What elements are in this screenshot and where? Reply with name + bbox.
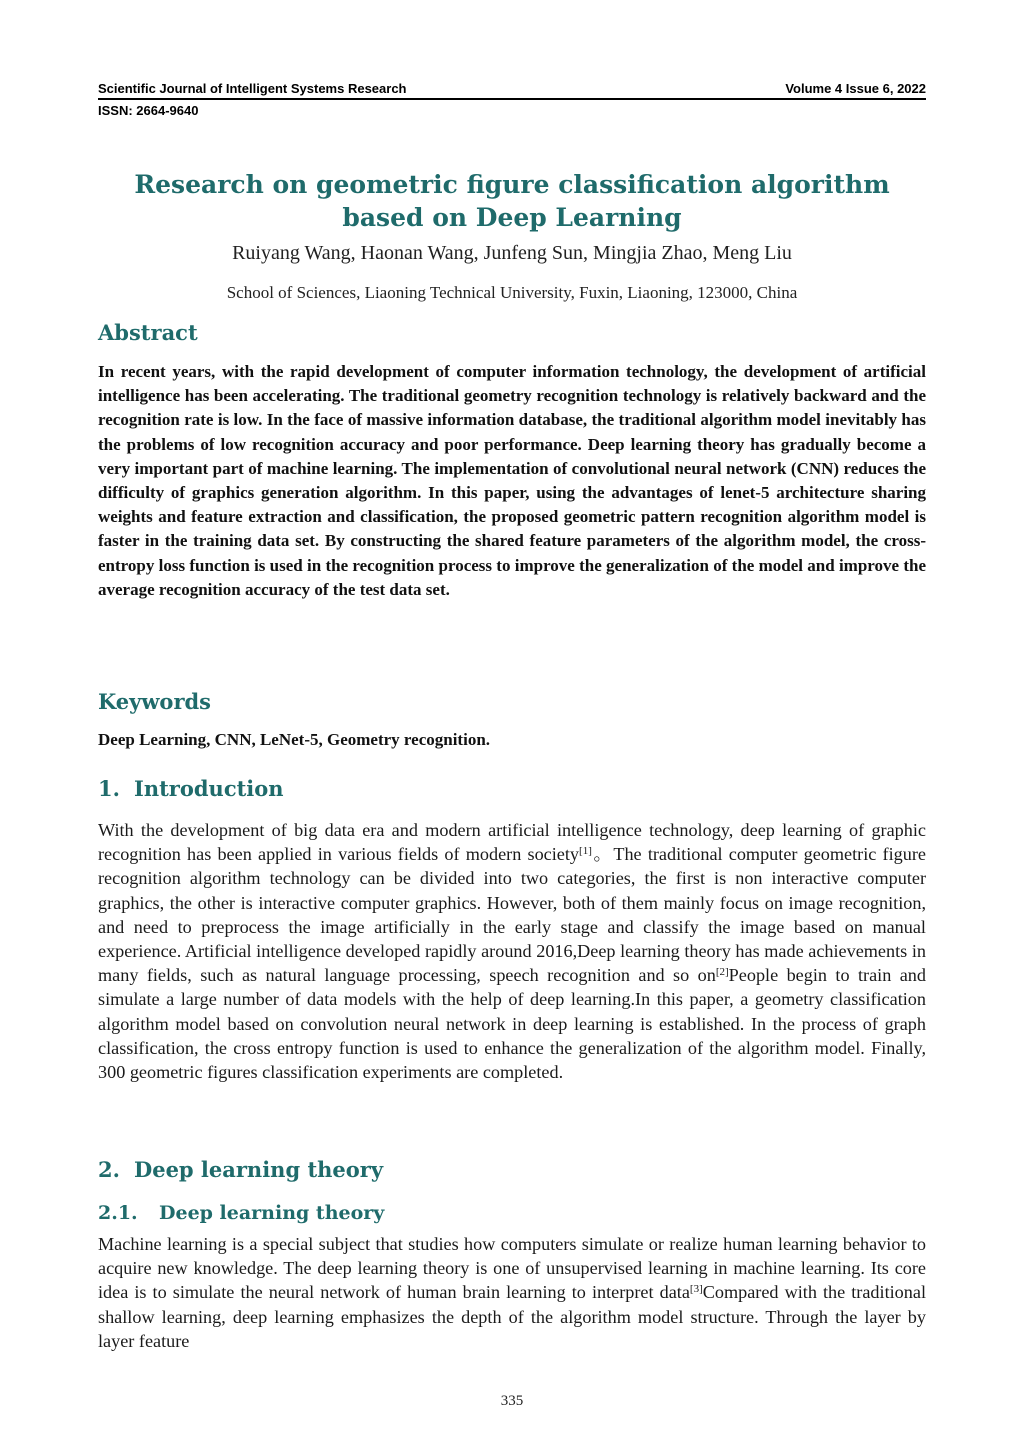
authors: Ruiyang Wang, Haonan Wang, Junfeng Sun, Mingjia Zhao, Meng Liu — [232, 242, 792, 264]
paper-title: Research on geometric figure classification algorithm based on Deep Learning — [134, 170, 890, 232]
keywords-heading: Keywords — [98, 689, 212, 714]
section-2-title: Deep learning theory — [134, 1157, 384, 1182]
abstract-heading: Abstract — [98, 320, 198, 345]
subsection-2-1-heading — [98, 1202, 384, 1224]
subsection-2-1-title: Deep learning theory — [159, 1202, 385, 1224]
issn: ISSN: 2664-9640 — [98, 103, 199, 118]
citation-3: [3] — [689, 1283, 703, 1296]
section-2-heading — [98, 1157, 383, 1182]
paragraph-text: Machine learning is a special subject that studies how computers simulate or realize human learning behavior to acquire new knowledge. The deep learning theory is one of unsupervised learning in machine learning. Its core idea is to simulate the neural network of human brain learning to interpret data — [98, 1234, 926, 1303]
subsection-2-1-number: 2.1. — [98, 1202, 138, 1224]
volume-issue: Volume 4 Issue 6, 2022 — [785, 81, 926, 96]
section-1-number: 1. — [98, 776, 120, 801]
paragraph-text: 。The traditional computer geometric figure recognition algorithm technology can be divided into two categories, the first is non interactive computer graphics, the other is interactive computer graphics. However, both of them mainly focus on image recognition, and need to preprocess the image artificially in the early stage and classify the image based on manual experience. Artificial intelligence developed rapidly around 2016,Deep learning theory has made achievements in many fields, such as natural language processing, speech recognition and so on — [98, 844, 926, 986]
section-2-number: 2. — [98, 1157, 120, 1182]
journal-name: Scientific Journal of Intelligent Systems Research — [98, 81, 407, 96]
paragraph-text: People begin to train and simulate a large number of data models with the help of deep learning.In this paper, a geometry classification algorithm model based on convolution neural network in deep learning is established. In the process of graph classification, the cross entropy function is used to enhance the generalization of the algorithm model. Finally, 300 geometric figures classification experiments are completed. — [98, 965, 926, 1083]
citation-2: [2] — [715, 966, 729, 979]
running-header — [98, 78, 926, 96]
paragraph-text: With the development of big data era and modern artificial intelligence technology, deep learning of graphic recognition has been applied in various fields of modern society — [98, 820, 926, 865]
page-number: 335 — [500, 1393, 524, 1409]
section-1-heading — [98, 776, 284, 801]
affiliation: School of Sciences, Liaoning Technical University, Fuxin, Liaoning, 123000, China — [226, 283, 798, 302]
section-1-title: Introduction — [134, 776, 284, 801]
keywords-text: Deep Learning, CNN, LeNet-5, Geometry recognition. — [98, 730, 491, 749]
paragraph-text: Compared with the traditional shallow learning, deep learning emphasizes the depth of the algorithm model structure. Through the layer by layer feature — [98, 1282, 926, 1351]
header-rule — [98, 98, 926, 100]
abstract-text: In recent years, with the rapid development of computer information technology, the development of artificial intelligence has been accelerating. The traditional geometry recognition technology is relatively backward and the recognition rate is low. In the face of massive information database, the traditional algorithm model inevitably has the problems of low recognition accuracy and poor performance. Deep learning theory has gradually become a very important part of machine learning. The implementation of convolutional neural network (CNN) reduces the difficulty of graphics generation algorithm. In this paper, using the advantages of lenet-5 architecture sharing weights and feature extraction and classification, the proposed geometric pattern recognition algorithm model is faster in the training data set. By constructing the shared feature parameters of the algorithm model, the cross-entropy loss function is used in the recognition process to improve the generalization of the model and improve the average recognition accuracy of the test data set. — [98, 362, 926, 599]
subsection-2-1-paragraph — [98, 1232, 926, 1353]
section-1-paragraph — [98, 818, 926, 1084]
citation-1: [1] — [579, 845, 592, 858]
